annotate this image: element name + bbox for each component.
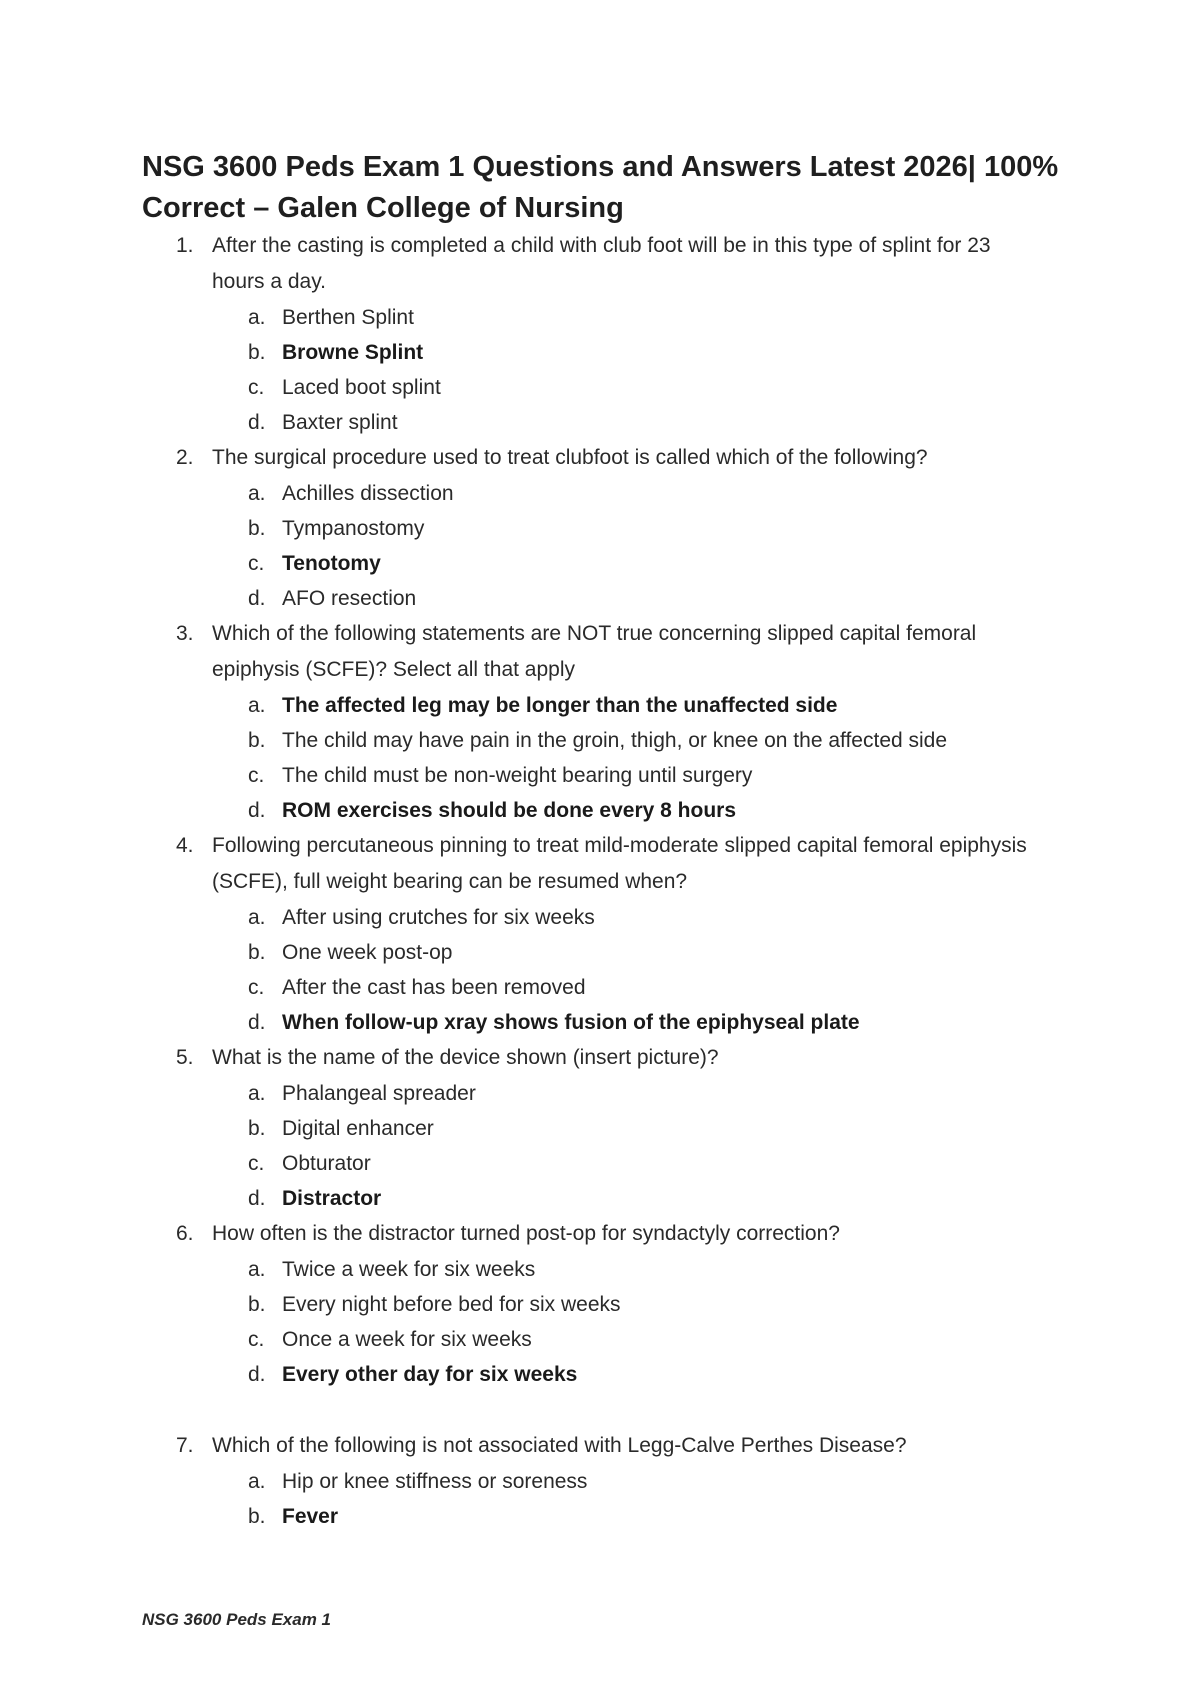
option-letter: a. [248,1258,266,1281]
question-text-row [176,228,1036,300]
option-text: One week post-op [282,941,453,964]
option-text: The affected leg may be longer than the unaffected side [282,694,838,717]
option-letter: a. [248,306,266,329]
question-text: How often is the distractor turned post-op for syndactyly correction? [212,1222,840,1245]
option-text: Every night before bed for six weeks [282,1293,621,1316]
option-text: Hip or knee stiffness or soreness [282,1470,588,1493]
option-list [176,1252,1036,1392]
option-text: Tympanostomy [282,517,425,540]
option-letter: d. [248,1011,266,1034]
answer-option [248,1287,1036,1322]
answer-option [248,1181,1036,1216]
option-letter: c. [248,976,265,999]
option-list [176,900,1036,1040]
answer-option [248,1005,1036,1040]
option-letter: b. [248,1505,266,1528]
question-text-row [176,1428,1036,1464]
answer-option [248,405,1036,440]
question-text-row [176,828,1036,900]
question-list [176,228,1036,1534]
option-letter: b. [248,517,266,540]
option-list [176,476,1036,616]
answer-option [248,1076,1036,1111]
option-letter: c. [248,764,265,787]
document-title: NSG 3600 Peds Exam 1 Questions and Answers Latest 2026| 100% Correct – Galen College of Nursing [142,151,1059,224]
option-text: The child must be non-weight bearing until surgery [282,764,753,787]
question-text: What is the name of the device shown (insert picture)? [212,1046,719,1069]
question-text-row [176,440,1036,476]
question-item [176,828,1036,1040]
option-letter: d. [248,587,266,610]
answer-option [248,546,1036,581]
answer-option [248,370,1036,405]
answer-option [248,1252,1036,1287]
option-letter: a. [248,906,266,929]
question-item [176,1040,1036,1216]
option-text: After using crutches for six weeks [282,906,595,929]
answer-option [248,970,1036,1005]
page-footer: NSG 3600 Peds Exam 1 [142,1610,332,1629]
answer-option [248,723,1036,758]
option-text: Berthen Splint [282,306,414,329]
question-number: 4. [176,834,194,857]
answer-option [248,1464,1036,1499]
question-item [176,440,1036,616]
answer-option [248,1146,1036,1181]
option-list [176,1464,1036,1534]
option-letter: b. [248,1293,266,1316]
answer-option [248,688,1036,723]
answer-option [248,935,1036,970]
question-number: 6. [176,1222,194,1245]
option-text: Obturator [282,1152,371,1175]
question-item [176,616,1036,828]
option-letter: c. [248,376,265,399]
option-letter: a. [248,1082,266,1105]
option-letter: b. [248,941,266,964]
option-text: Distractor [282,1187,382,1210]
question-number: 5. [176,1046,194,1069]
answer-option [248,758,1036,793]
question-text: The surgical procedure used to treat clubfoot is called which of the following? [212,446,928,469]
answer-option [248,793,1036,828]
answer-option [248,476,1036,511]
option-text: Browne Splint [282,341,424,364]
option-text: The child may have pain in the groin, thigh, or knee on the affected side [282,729,948,752]
answer-option [248,335,1036,370]
question-text-row [176,616,1036,688]
question-text-row [176,1040,1036,1076]
answer-option [248,300,1036,335]
option-letter: a. [248,482,266,505]
option-list [176,1076,1036,1216]
option-text: Twice a week for six weeks [282,1258,536,1281]
option-list [176,300,1036,440]
answer-option [248,511,1036,546]
question-text: Following percutaneous pinning to treat mild-moderate slipped capital femoral epiphysis (SCFE), full weight bearing can be resumed when? [212,834,1027,893]
option-letter: d. [248,1363,266,1386]
option-text: Phalangeal spreader [282,1082,476,1105]
answer-option [248,1499,1036,1534]
option-text: Tenotomy [282,552,381,575]
option-letter: a. [248,1470,266,1493]
option-letter: b. [248,729,266,752]
option-letter: d. [248,799,266,822]
option-text: ROM exercises should be done every 8 hours [282,799,736,822]
option-text: Fever [282,1505,339,1528]
answer-option [248,1111,1036,1146]
question-text-row [176,1216,1036,1252]
option-text: When follow-up xray shows fusion of the epiphyseal plate [282,1011,860,1034]
option-text: Digital enhancer [282,1117,434,1140]
answer-option [248,1322,1036,1357]
option-list [176,688,1036,828]
answer-option [248,1357,1036,1392]
option-text: Laced boot splint [282,376,441,399]
question-number: 2. [176,446,194,469]
question-number: 1. [176,234,194,257]
question-item [176,1216,1036,1428]
option-letter: d. [248,1187,266,1210]
question-number: 7. [176,1434,194,1457]
option-text: Once a week for six weeks [282,1328,532,1351]
question-number: 3. [176,622,194,645]
option-text: Every other day for six weeks [282,1363,578,1386]
question-text: Which of the following is not associated with Legg-Calve Perthes Disease? [212,1434,907,1457]
question-item [176,1428,1036,1534]
question-text: Which of the following statements are NOT true concerning slipped capital femoral epiphysis (SCFE)? Select all that apply [212,622,977,681]
question-text: After the casting is completed a child with club foot will be in this type of splint for 23 hours a day. [212,234,991,293]
option-letter: c. [248,1152,265,1175]
option-text: Achilles dissection [282,482,454,505]
question-item [176,228,1036,440]
option-letter: d. [248,411,266,434]
option-letter: c. [248,552,265,575]
option-text: AFO resection [282,587,417,610]
answer-option [248,900,1036,935]
blank-line [176,1392,1036,1428]
option-text: Baxter splint [282,411,398,434]
option-letter: b. [248,341,266,364]
option-letter: a. [248,694,266,717]
option-letter: b. [248,1117,266,1140]
answer-option [248,581,1036,616]
option-letter: c. [248,1328,265,1351]
option-text: After the cast has been removed [282,976,586,999]
